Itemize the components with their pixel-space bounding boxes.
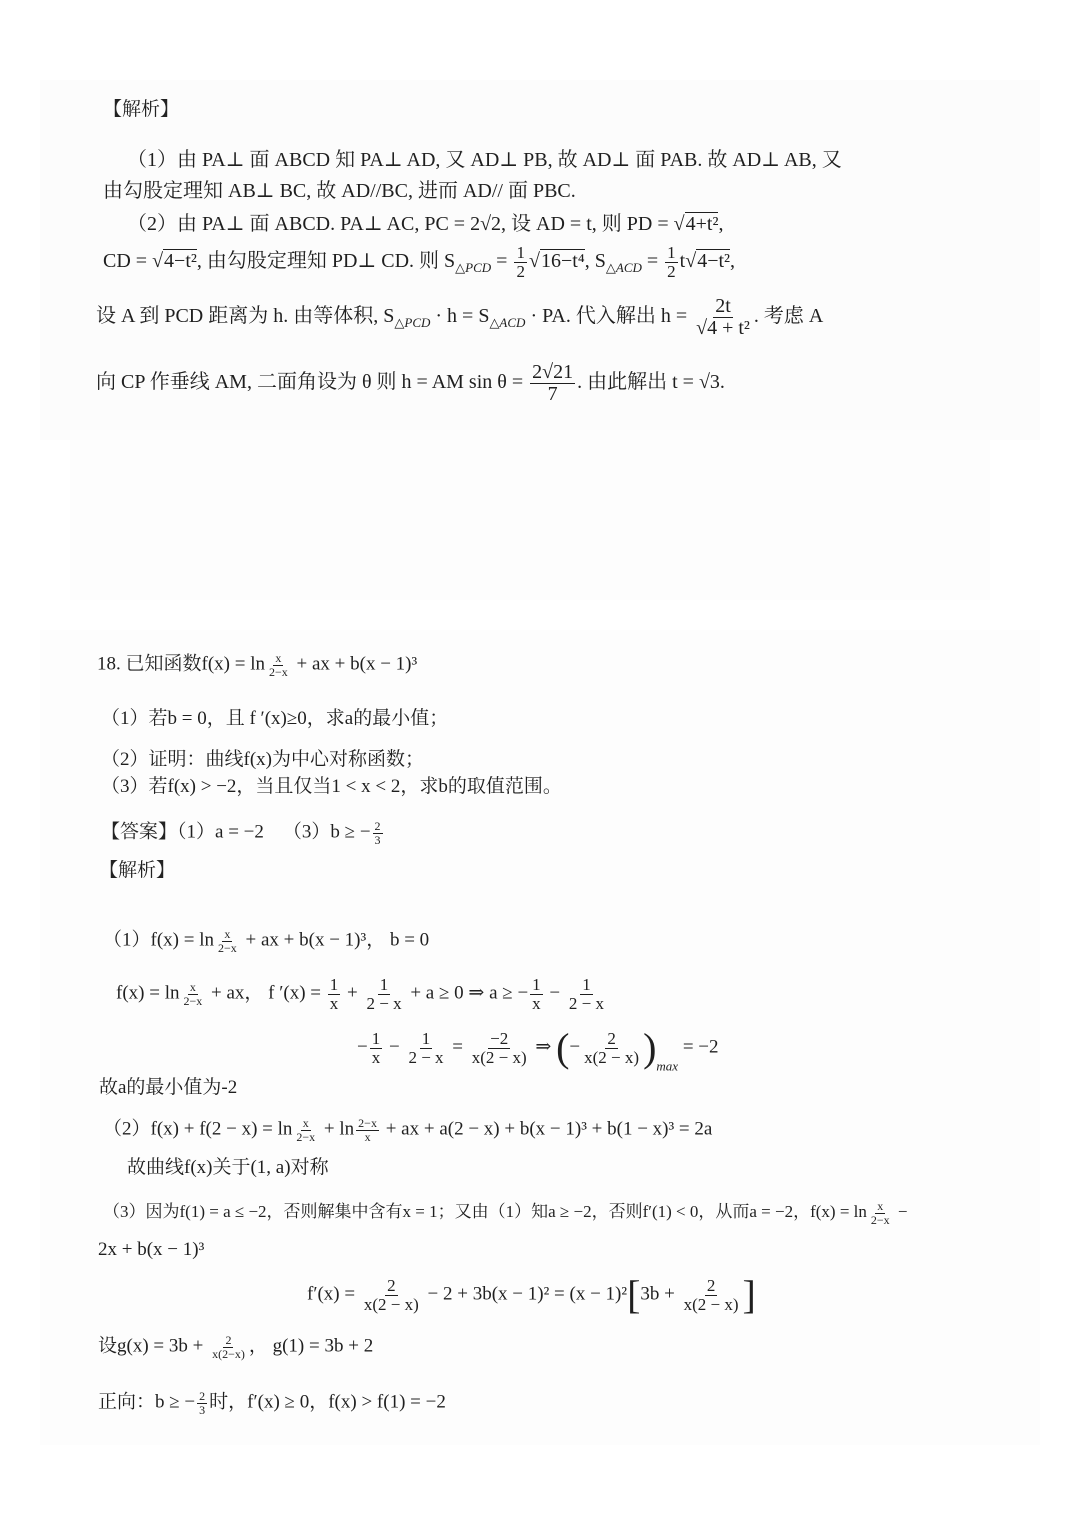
numerator: 2 [199, 1389, 206, 1403]
numerator: 2 [225, 1333, 232, 1347]
numerator: 2−x [358, 1116, 377, 1130]
denominator: x(2 − x) [683, 1294, 739, 1314]
fraction [181, 981, 204, 1007]
text: = [491, 249, 513, 272]
numerator: 2 [387, 1275, 396, 1295]
section-heading-analysis-2: 【解析】 [99, 859, 176, 881]
fraction [370, 1030, 383, 1067]
fraction [869, 1200, 892, 1226]
section-heading-analysis: 【解析】 [103, 98, 180, 120]
numerator: −2 [490, 1028, 509, 1048]
denominator: 2−x [268, 664, 288, 679]
sqrt-symbol: √ [528, 249, 540, 272]
problem-18-stem [97, 652, 417, 678]
text: + ax， f ′(x) = [206, 982, 326, 1004]
numerator: 2 [374, 819, 381, 833]
subscript: △ACD [605, 259, 642, 275]
text: ⇒ [530, 1036, 557, 1058]
right-paren: ) [643, 1025, 657, 1070]
fraction [294, 1117, 317, 1143]
text: 设g(x) = 3b + [98, 1335, 209, 1357]
solution-1-line2 [116, 976, 608, 1013]
denominator: x [364, 1129, 371, 1144]
denominator: 2 [667, 261, 676, 281]
answer-1: （1）a = −2 [177, 821, 264, 843]
analysis-part2-line2 [103, 244, 735, 281]
fraction [328, 976, 341, 1013]
scan-background-middle [70, 430, 990, 600]
denominator: x [532, 993, 541, 1013]
denominator: 2−x [870, 1212, 890, 1227]
denominator: 2 − x [366, 993, 402, 1013]
answer-label: 【答案】 [101, 820, 178, 843]
subscript: △ACD [489, 315, 526, 331]
text: − [544, 982, 565, 1004]
fraction [530, 362, 575, 405]
numerator: 1 [667, 243, 676, 262]
denominator: x(2−x) [212, 1346, 245, 1361]
denominator: 7 [547, 383, 558, 405]
numerator: x [302, 1116, 309, 1130]
text: ， g(1) = 3b + 2 [248, 1335, 374, 1357]
analysis-part2-line1 [127, 214, 723, 234]
solution-3-line5 [98, 1390, 446, 1416]
text: + ax + b(x − 1)³， b = 0 [240, 929, 430, 951]
text: 时，f′(x) ≥ 0，f(x) > f(1) = −2 [209, 1391, 446, 1413]
denominator: 2−x [296, 1129, 316, 1144]
problem-18-question-3: （3）若f(x) > −2，当且仅当1 < x < 2，求b的取值范围。 [101, 776, 562, 797]
denominator: 2−x [183, 993, 203, 1008]
spacer [264, 821, 283, 842]
denominator: x [329, 993, 339, 1013]
sqrt-radicand: 4−t² [697, 249, 731, 272]
subscript: △PCD [455, 259, 492, 275]
text: + ax + a(2 − x) + b(x − 1)³ + b(1 − x)³ = 2a [380, 1118, 713, 1140]
fraction [470, 1030, 529, 1067]
numerator: 1 [329, 975, 339, 994]
fraction [267, 652, 290, 678]
text: （3）因为f(1) = a ≤ −2，否则解集中含有x = 1；又由（1）知a ≥ −2，否则f′(1) < 0，从而a = −2，f(x) = ln [103, 1202, 867, 1221]
text: 3b + [640, 1283, 680, 1305]
fraction [197, 1390, 207, 1416]
numerator: 1 [582, 975, 591, 994]
text: · h = S [430, 305, 490, 328]
numerator: 1 [516, 243, 525, 262]
analysis-part1-line2: 由勾股定理知 AB⊥ BC, 故 AD//BC, 进而 AD// 面 PBC. [103, 180, 576, 202]
text: CD = √ [103, 249, 164, 272]
text: , [718, 213, 724, 235]
fraction [694, 296, 752, 339]
subscript: △PCD [394, 315, 431, 331]
fraction [514, 244, 527, 281]
fraction [362, 1277, 421, 1314]
numerator: 1 [371, 1028, 381, 1048]
sqrt-radicand: 4−t² [164, 249, 197, 272]
text: + ax + b(x − 1)³ [291, 653, 418, 675]
numerator: x [224, 927, 231, 941]
fraction [356, 1117, 379, 1143]
numerator: x [189, 980, 196, 995]
text: （1）f(x) = ln [103, 929, 214, 951]
left-bracket: [ [627, 1272, 641, 1317]
solution-3-line2: 2x + b(x − 1)³ [98, 1239, 205, 1260]
analysis-part1-line1: （1）由 PA⊥ 面 ABCD 知 PA⊥ AD, 又 AD⊥ PB, 故 AD⊥ 面 PAB. 故 AD⊥ AB, 又 [127, 149, 842, 171]
text: , [730, 249, 736, 272]
fraction [530, 976, 543, 1013]
solution-3-line3 [307, 1272, 756, 1317]
text: f′(x) = [307, 1283, 360, 1305]
text: + a ≥ 0 ⇒ a ≥ − [405, 982, 529, 1004]
text: 设 A 到 PCD 距离为 h. 由等体积, S [96, 305, 395, 328]
text: （2）f(x) + f(2 − x) = ln [103, 1118, 293, 1140]
text: − [569, 1036, 581, 1058]
sqrt-symbol: √ [673, 213, 685, 235]
fraction [567, 976, 606, 1013]
numerator: x [275, 651, 282, 665]
right-bracket: ] [742, 1272, 756, 1317]
text: − [357, 1036, 368, 1058]
denominator: x(2 − x) [471, 1047, 527, 1067]
solution-2-line1 [103, 1117, 712, 1143]
denominator: x(2 − x) [584, 1047, 640, 1067]
text: + ln [319, 1118, 355, 1140]
text: , S [584, 249, 606, 272]
text: . 考虑 A [753, 305, 824, 328]
answer-3: （3）b ≥ − [282, 821, 371, 843]
numerator: 1 [379, 975, 389, 994]
answer-line [101, 820, 385, 846]
denominator: 3 [374, 832, 381, 847]
sqrt-radicand: 16−t⁴ [540, 249, 585, 272]
denominator: 2 [516, 261, 525, 281]
text: 向 CP 作垂线 AM, 二面角设为 θ 则 h = AM sin θ = [96, 371, 529, 394]
text: t√ [679, 249, 697, 272]
fraction [682, 1277, 741, 1314]
problem-18-question-2: （2）证明：曲线f(x)为中心对称函数； [101, 749, 424, 770]
numerator: 2 [607, 1028, 616, 1048]
text: − 2 + 3b(x − 1)² = (x − 1)² [422, 1283, 628, 1305]
fraction [665, 244, 678, 281]
denominator: 2−x [217, 940, 237, 955]
numerator: 2t [715, 295, 731, 317]
numerator: x [877, 1199, 884, 1213]
denominator: x [371, 1047, 381, 1067]
denominator: √4 + t² [696, 317, 750, 339]
text: − [384, 1036, 405, 1058]
fraction [365, 976, 404, 1013]
text: , 由勾股定理知 PD⊥ CD. 则 S [196, 249, 456, 272]
denominator: 2 − x [568, 993, 604, 1013]
fraction [373, 820, 383, 846]
numerator: 1 [421, 1028, 431, 1048]
text: − [893, 1202, 908, 1221]
denominator: 3 [199, 1402, 206, 1417]
text: 18. 已知函数f(x) = ln [97, 653, 265, 675]
solution-1-conclusion: 故a的最小值为-2 [99, 1077, 238, 1098]
sqrt-radicand: 4+t² [685, 213, 719, 235]
subscript-max: max [656, 1058, 679, 1074]
text: = [641, 249, 664, 272]
denominator: x(2 − x) [363, 1294, 419, 1314]
solution-3-line1 [103, 1200, 908, 1226]
solution-1-line3 [357, 1025, 719, 1074]
analysis-part2-line3 [96, 296, 823, 339]
denominator: 2 − x [408, 1047, 444, 1067]
left-paren: ( [556, 1025, 570, 1070]
problem-18-question-1: （1）若b = 0，且 f ′(x)≥0，求a的最小值； [101, 708, 449, 729]
text: = −2 [678, 1036, 719, 1058]
fraction [582, 1030, 641, 1067]
fraction [216, 928, 239, 954]
solution-1-line1 [103, 928, 429, 954]
numerator: 2√21 [532, 361, 574, 383]
text: · PA. 代入解出 h = [525, 305, 693, 328]
analysis-part2-line4 [96, 362, 725, 405]
solution-2-conclusion: 故曲线f(x)关于(1, a)对称 [127, 1157, 329, 1178]
text: （2）由 PA⊥ 面 ABCD. PA⊥ AC, PC = 2√2, 设 AD = t, 则 PD = [127, 213, 674, 235]
text: f(x) = ln [116, 982, 180, 1004]
text: = [447, 1036, 468, 1058]
numerator: 2 [706, 1275, 716, 1295]
numerator: 1 [532, 975, 541, 994]
text: + [342, 982, 363, 1004]
fraction [210, 1334, 247, 1360]
solution-3-line4 [98, 1334, 373, 1360]
text: 正向：b ≥ − [98, 1391, 196, 1413]
text: . 由此解出 t = √3. [577, 371, 725, 394]
fraction [406, 1030, 445, 1067]
